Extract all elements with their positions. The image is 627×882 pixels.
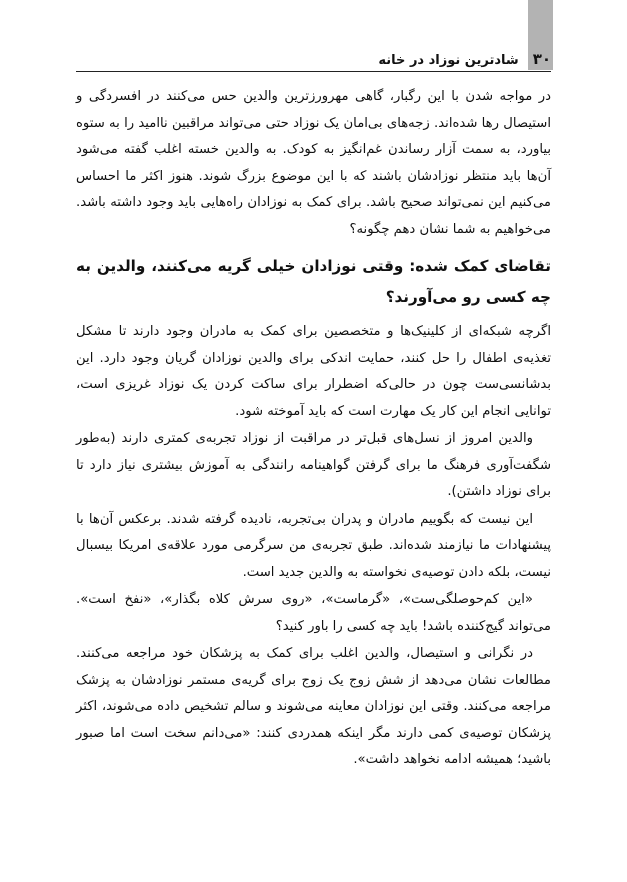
paragraph: «این کم‌حوصلگی‌ست»، «گرماست»، «روی سرش کلاه بگذار»، «نفخ است». می‌تواند گیج‌کننده باشد! باید چه کسی را باور کنید؟ bbox=[76, 592, 551, 634]
paragraph: والدین امروز از نسل‌های قبل‌تر در مراقبت از نوزاد تجربه‌ی کمتری دارند (به‌طور شگفت‌آوری فرهنگ ما برای گرفتن گواهینامه رانندگی به آموزش بیشتری نیاز دارد تا برای نوزاد داشتن). bbox=[76, 431, 551, 499]
paragraph-intro: در مواجه شدن با این رگبار، گاهی مهرورزترین والدین حس می‌کنند در افسردگی و استیصال رها شده‌اند. زجه‌های بی‌امان یک نوزاد حتی می‌تواند مراقبین ناامید را به ستوه بیاورد، به سمت آزار رساندن غم‌انگیز به کودک. به والدین خسته اغلب گفته می‌شود آن‌ها باید منتظر نوزادشان باشند که با این موضوع بزرگ شوند. هنوز اکثر ما احساس می‌کنیم این نمی‌تواند صحیح باشد. برای کمک به نوزادان راه‌هایی باید وجود داشته باشد. می‌خواهیم به شما نشان دهم چگونه؟ bbox=[76, 89, 551, 237]
page-number: ۳۰ bbox=[532, 50, 551, 68]
paragraph: این نیست که بگوییم مادران و پدران بی‌تجربه، نادیده گرفته شدند. برعکس آن‌ها با پیشنهادات ما نیازمند شده‌اند. طبق تجربه‌ی من سرگرمی مورد علاقه‌ی امریکا بیسبال نیست، بلکه دادن توصیه‌ی نخواسته به والدین جدید است. bbox=[76, 511, 551, 580]
section-heading: تقاضای کمک شده: وقتی نوزادان خیلی گریه می‌کنند، والدین به چه کسی رو می‌آورند؟ bbox=[76, 257, 551, 306]
paragraph: اگرچه شبکه‌ای از کلینیک‌ها و متخصصین برای کمک به مادران وجود دارند تا مشکل تغذیه‌ی اطفال را حل کنند، حمایت اندکی برای والدین نوزادان گریان وجود دارد. این بدشانسی‌ست چون در حالی‌که اضطرار برای ساکت کردن یک نوزاد غریزی است، توانایی انجام این کار یک مهارت است که باید آموخته شود. bbox=[76, 324, 551, 419]
book-title: شادترین نوزاد در خانه bbox=[378, 53, 519, 68]
running-header bbox=[76, 42, 551, 72]
paragraph: در نگرانی و استیصال، والدین اغلب برای کمک به پزشکان خود مراجعه می‌کنند. مطالعات نشان می‌دهد از شش زوج یک زوج برای گریه‌ی مستمر نوزادشان به پزشک مراجعه می‌کنند. وقتی این نوزادان معاینه می‌شوند و سالم تشخیص داده می‌شوند، اکثر پزشکان توصیه‌ی کمی دارند مگر اینکه همدردی کنند: «می‌دانم سخت است اما صبور باشید؛ همیشه ادامه نخواهد داشت». bbox=[76, 646, 551, 767]
page-body bbox=[76, 84, 551, 775]
